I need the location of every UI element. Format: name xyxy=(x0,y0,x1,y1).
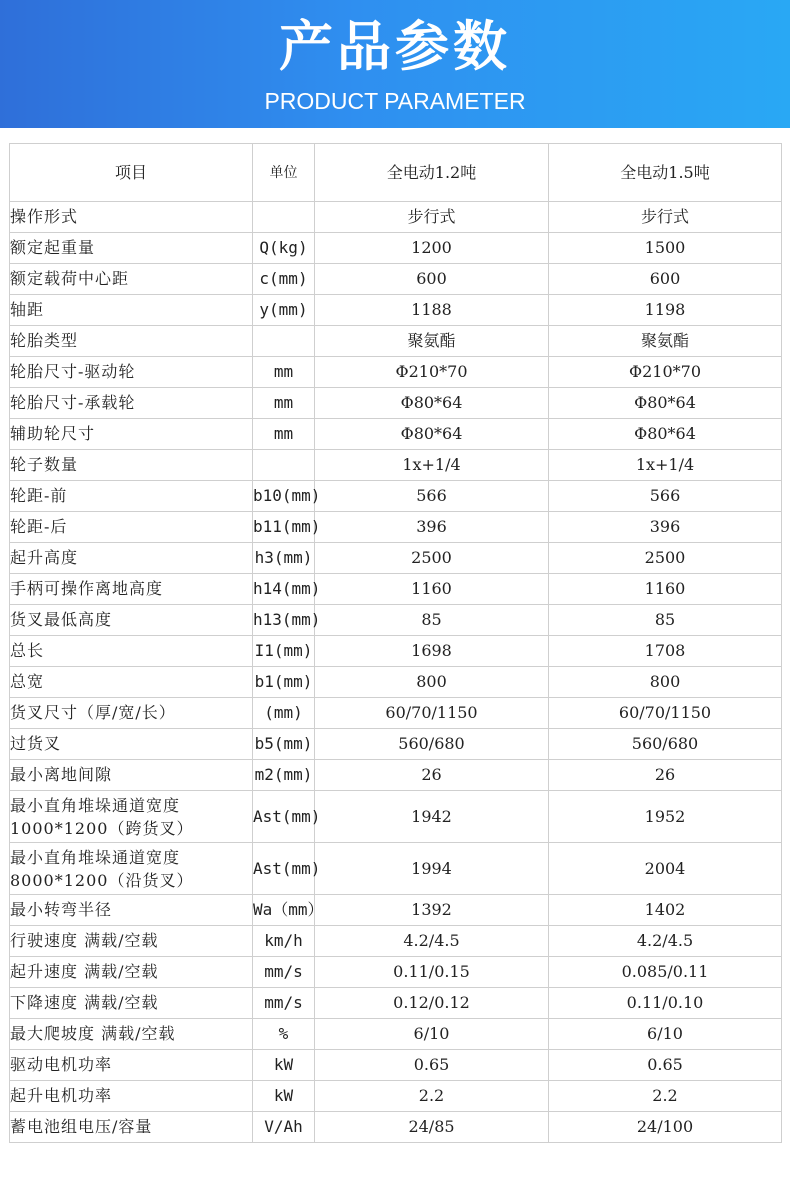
row-unit: h13(mm) xyxy=(253,605,315,636)
table-row xyxy=(10,233,782,264)
row-value-model-1: 1698 xyxy=(315,636,549,667)
header-model-2: 全电动1.5吨 xyxy=(549,144,782,202)
table-row xyxy=(10,636,782,667)
row-value-model-1: 1160 xyxy=(315,574,549,605)
row-unit xyxy=(253,202,315,233)
row-item-label: 行驶速度 满载/空载 xyxy=(10,926,253,957)
row-unit: m2(mm) xyxy=(253,760,315,791)
row-value-model-1: 396 xyxy=(315,512,549,543)
row-item-label: 轮距-前 xyxy=(10,481,253,512)
table-row xyxy=(10,450,782,481)
row-value-model-2: 24/100 xyxy=(549,1112,782,1143)
row-item-label: 货叉最低高度 xyxy=(10,605,253,636)
row-item-label: 轴距 xyxy=(10,295,253,326)
row-value-model-1: 26 xyxy=(315,760,549,791)
page-subtitle: PRODUCT PARAMETER xyxy=(264,88,526,114)
row-unit xyxy=(253,450,315,481)
row-unit: b5(mm) xyxy=(253,729,315,760)
row-item-label: 手柄可操作离地高度 xyxy=(10,574,253,605)
row-item-label: 总长 xyxy=(10,636,253,667)
table-row xyxy=(10,574,782,605)
row-value-model-2: 396 xyxy=(549,512,782,543)
row-value-model-2: 1x+1/4 xyxy=(549,450,782,481)
row-value-model-1: 步行式 xyxy=(315,202,549,233)
row-value-model-1: 1942 xyxy=(315,791,549,843)
row-unit: Q(kg) xyxy=(253,233,315,264)
table-row xyxy=(10,481,782,512)
row-item-label: 最大爬坡度 满载/空载 xyxy=(10,1019,253,1050)
row-value-model-2: Φ210*70 xyxy=(549,357,782,388)
row-value-model-2: 85 xyxy=(549,605,782,636)
header-item: 项目 xyxy=(10,144,253,202)
row-unit: % xyxy=(253,1019,315,1050)
row-item-label: 最小离地间隙 xyxy=(10,760,253,791)
row-value-model-2: 0.11/0.10 xyxy=(549,988,782,1019)
table-row xyxy=(10,988,782,1019)
row-unit: Wa（mm） xyxy=(253,895,315,926)
row-value-model-2: 1402 xyxy=(549,895,782,926)
table-row xyxy=(10,543,782,574)
table-row xyxy=(10,667,782,698)
header-model-1: 全电动1.2吨 xyxy=(315,144,549,202)
row-unit: b11(mm) xyxy=(253,512,315,543)
table-row xyxy=(10,926,782,957)
row-item-label: 轮胎类型 xyxy=(10,326,253,357)
row-item-label: 操作形式 xyxy=(10,202,253,233)
row-value-model-2: 1708 xyxy=(549,636,782,667)
row-value-model-1: 6/10 xyxy=(315,1019,549,1050)
row-item-label: 辅助轮尺寸 xyxy=(10,419,253,450)
table-row xyxy=(10,357,782,388)
row-item-label: 最小直角堆垛通道宽度1000*1200（跨货叉） xyxy=(10,791,253,843)
row-value-model-1: 24/85 xyxy=(315,1112,549,1143)
row-value-model-2: 6/10 xyxy=(549,1019,782,1050)
row-value-model-1: 1x+1/4 xyxy=(315,450,549,481)
row-item-label: 驱动电机功率 xyxy=(10,1050,253,1081)
row-unit: I1(mm) xyxy=(253,636,315,667)
row-value-model-1: 60/70/1150 xyxy=(315,698,549,729)
table-row xyxy=(10,512,782,543)
row-unit: y(mm) xyxy=(253,295,315,326)
table-row xyxy=(10,957,782,988)
row-value-model-2: 2.2 xyxy=(549,1081,782,1112)
row-value-model-1: Φ80*64 xyxy=(315,419,549,450)
table-row xyxy=(10,791,782,843)
row-value-model-1: 0.11/0.15 xyxy=(315,957,549,988)
table-row xyxy=(10,295,782,326)
row-value-model-2: 1198 xyxy=(549,295,782,326)
row-unit: mm xyxy=(253,419,315,450)
row-value-model-2: 600 xyxy=(549,264,782,295)
row-value-model-2: Φ80*64 xyxy=(549,419,782,450)
row-value-model-2: 60/70/1150 xyxy=(549,698,782,729)
table-row xyxy=(10,419,782,450)
row-item-label: 蓄电池组电压/容量 xyxy=(10,1112,253,1143)
row-item-label: 轮距-后 xyxy=(10,512,253,543)
table-row xyxy=(10,729,782,760)
table-row xyxy=(10,698,782,729)
row-value-model-1: 1200 xyxy=(315,233,549,264)
row-unit: c(mm) xyxy=(253,264,315,295)
row-unit: km/h xyxy=(253,926,315,957)
row-value-model-1: 0.65 xyxy=(315,1050,549,1081)
row-unit: Ast(mm) xyxy=(253,791,315,843)
row-value-model-2: Φ80*64 xyxy=(549,388,782,419)
table-row xyxy=(10,760,782,791)
row-item-label: 货叉尺寸（厚/宽/长） xyxy=(10,698,253,729)
header-banner xyxy=(0,0,790,128)
row-unit: h14(mm) xyxy=(253,574,315,605)
row-value-model-2: 1160 xyxy=(549,574,782,605)
table-row xyxy=(10,605,782,636)
row-value-model-2: 1500 xyxy=(549,233,782,264)
row-unit: Ast(mm) xyxy=(253,843,315,895)
row-item-label: 过货叉 xyxy=(10,729,253,760)
row-value-model-1: 1188 xyxy=(315,295,549,326)
row-value-model-1: 800 xyxy=(315,667,549,698)
row-value-model-2: 566 xyxy=(549,481,782,512)
parameter-table xyxy=(9,143,782,1143)
row-item-label: 起升高度 xyxy=(10,543,253,574)
table-row xyxy=(10,326,782,357)
table-row xyxy=(10,202,782,233)
row-value-model-1: 560/680 xyxy=(315,729,549,760)
row-value-model-2: 2500 xyxy=(549,543,782,574)
row-value-model-2: 1952 xyxy=(549,791,782,843)
row-item-label: 额定载荷中心距 xyxy=(10,264,253,295)
row-value-model-1: 1994 xyxy=(315,843,549,895)
table-row xyxy=(10,843,782,895)
table-row xyxy=(10,1112,782,1143)
row-item-label: 轮子数量 xyxy=(10,450,253,481)
row-value-model-2: 560/680 xyxy=(549,729,782,760)
row-item-label: 最小直角堆垛通道宽度8000*1200（沿货叉） xyxy=(10,843,253,895)
table-row xyxy=(10,388,782,419)
row-item-label: 最小转弯半径 xyxy=(10,895,253,926)
row-unit: mm xyxy=(253,357,315,388)
row-value-model-1: 85 xyxy=(315,605,549,636)
row-item-label: 总宽 xyxy=(10,667,253,698)
row-value-model-2: 聚氨酯 xyxy=(549,326,782,357)
row-unit: mm/s xyxy=(253,988,315,1019)
row-value-model-2: 4.2/4.5 xyxy=(549,926,782,957)
row-value-model-1: 2500 xyxy=(315,543,549,574)
table-row xyxy=(10,264,782,295)
row-item-label: 起升电机功率 xyxy=(10,1081,253,1112)
row-unit: h3(mm) xyxy=(253,543,315,574)
page-title: 产品参数 xyxy=(279,15,511,78)
row-value-model-1: 1392 xyxy=(315,895,549,926)
row-value-model-1: Φ210*70 xyxy=(315,357,549,388)
table-row xyxy=(10,1050,782,1081)
table-row xyxy=(10,895,782,926)
row-item-label: 轮胎尺寸-承载轮 xyxy=(10,388,253,419)
row-value-model-2: 0.085/0.11 xyxy=(549,957,782,988)
row-unit: (mm) xyxy=(253,698,315,729)
row-value-model-2: 步行式 xyxy=(549,202,782,233)
row-value-model-2: 0.65 xyxy=(549,1050,782,1081)
row-unit: b1(mm) xyxy=(253,667,315,698)
row-item-label: 轮胎尺寸-驱动轮 xyxy=(10,357,253,388)
row-value-model-1: 2.2 xyxy=(315,1081,549,1112)
row-value-model-2: 26 xyxy=(549,760,782,791)
table-row xyxy=(10,1019,782,1050)
row-unit xyxy=(253,326,315,357)
row-unit: kW xyxy=(253,1081,315,1112)
row-item-label: 起升速度 满载/空载 xyxy=(10,957,253,988)
row-item-label: 额定起重量 xyxy=(10,233,253,264)
row-value-model-1: 聚氨酯 xyxy=(315,326,549,357)
header-unit: 单位 xyxy=(253,144,315,202)
table-row xyxy=(10,1081,782,1112)
row-unit: kW xyxy=(253,1050,315,1081)
row-value-model-1: 566 xyxy=(315,481,549,512)
row-unit: mm xyxy=(253,388,315,419)
row-unit: b10(mm) xyxy=(253,481,315,512)
row-value-model-2: 800 xyxy=(549,667,782,698)
row-unit: V/Ah xyxy=(253,1112,315,1143)
row-value-model-1: 0.12/0.12 xyxy=(315,988,549,1019)
row-value-model-1: Φ80*64 xyxy=(315,388,549,419)
row-value-model-2: 2004 xyxy=(549,843,782,895)
row-value-model-1: 600 xyxy=(315,264,549,295)
row-unit: mm/s xyxy=(253,957,315,988)
row-value-model-1: 4.2/4.5 xyxy=(315,926,549,957)
row-item-label: 下降速度 满载/空载 xyxy=(10,988,253,1019)
table-header-row xyxy=(10,144,782,202)
